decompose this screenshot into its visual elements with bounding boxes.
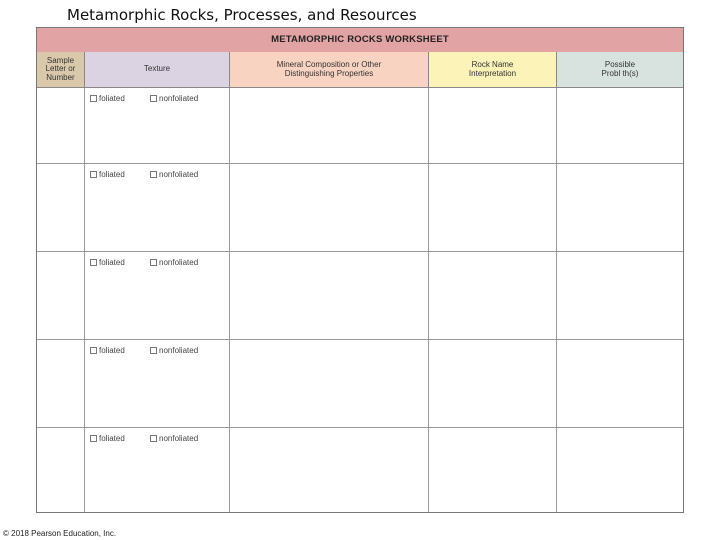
foliated-option[interactable] bbox=[90, 258, 125, 267]
header-texture-label: Texture bbox=[143, 64, 171, 74]
nonfoliated-label: nonfoliated bbox=[159, 258, 199, 267]
worksheet-title: METAMORPHIC ROCKS WORKSHEET bbox=[37, 28, 683, 52]
header-possible-uses bbox=[557, 52, 683, 88]
table-row bbox=[37, 340, 683, 428]
foliated-option[interactable] bbox=[90, 346, 125, 355]
foliated-label: foliated bbox=[99, 434, 125, 443]
nonfoliated-checkbox[interactable] bbox=[150, 259, 157, 266]
foliated-label: foliated bbox=[99, 170, 125, 179]
metamorphic-rocks-worksheet bbox=[36, 27, 684, 513]
header-sample-number-label: Sample Letter or Number bbox=[45, 55, 76, 82]
nonfoliated-option[interactable] bbox=[150, 94, 198, 103]
foliated-label: foliated bbox=[99, 346, 125, 355]
foliated-checkbox[interactable] bbox=[90, 171, 97, 178]
nonfoliated-checkbox[interactable] bbox=[150, 171, 157, 178]
header-rock-name bbox=[429, 52, 557, 88]
header-mineral-composition-label: Mineral Composition or Other Distinguishing Properties bbox=[276, 60, 382, 78]
foliated-label: foliated bbox=[99, 258, 125, 267]
table-row bbox=[37, 88, 683, 164]
table-row bbox=[37, 164, 683, 252]
foliated-option[interactable] bbox=[90, 434, 125, 443]
worksheet-table bbox=[37, 52, 683, 512]
foliated-option[interactable] bbox=[90, 94, 125, 103]
foliated-checkbox[interactable] bbox=[90, 259, 97, 266]
foliated-label: foliated bbox=[99, 94, 125, 103]
header-mineral-composition bbox=[230, 52, 429, 88]
nonfoliated-checkbox[interactable] bbox=[150, 347, 157, 354]
nonfoliated-label: nonfoliated bbox=[159, 170, 199, 179]
header-rock-name-label: Rock Name Interpretation bbox=[468, 60, 517, 78]
header-possible-uses-label: Possible Probl th(s) bbox=[601, 60, 639, 78]
copyright-notice: © 2018 Pearson Education, Inc. bbox=[3, 529, 117, 538]
foliated-checkbox[interactable] bbox=[90, 95, 97, 102]
nonfoliated-label: nonfoliated bbox=[159, 434, 199, 443]
nonfoliated-label: nonfoliated bbox=[159, 94, 199, 103]
nonfoliated-option[interactable] bbox=[150, 346, 198, 355]
header-texture bbox=[85, 52, 230, 88]
nonfoliated-label: nonfoliated bbox=[159, 346, 199, 355]
foliated-checkbox[interactable] bbox=[90, 435, 97, 442]
foliated-option[interactable] bbox=[90, 170, 125, 179]
table-row bbox=[37, 428, 683, 514]
foliated-checkbox[interactable] bbox=[90, 347, 97, 354]
header-sample-number bbox=[37, 52, 85, 88]
nonfoliated-option[interactable] bbox=[150, 258, 198, 267]
nonfoliated-checkbox[interactable] bbox=[150, 435, 157, 442]
table-row bbox=[37, 252, 683, 340]
nonfoliated-option[interactable] bbox=[150, 434, 198, 443]
slide-title-line-1: Metamorphic Rocks, Processes, and Resources bbox=[67, 6, 417, 24]
nonfoliated-option[interactable] bbox=[150, 170, 198, 179]
nonfoliated-checkbox[interactable] bbox=[150, 95, 157, 102]
